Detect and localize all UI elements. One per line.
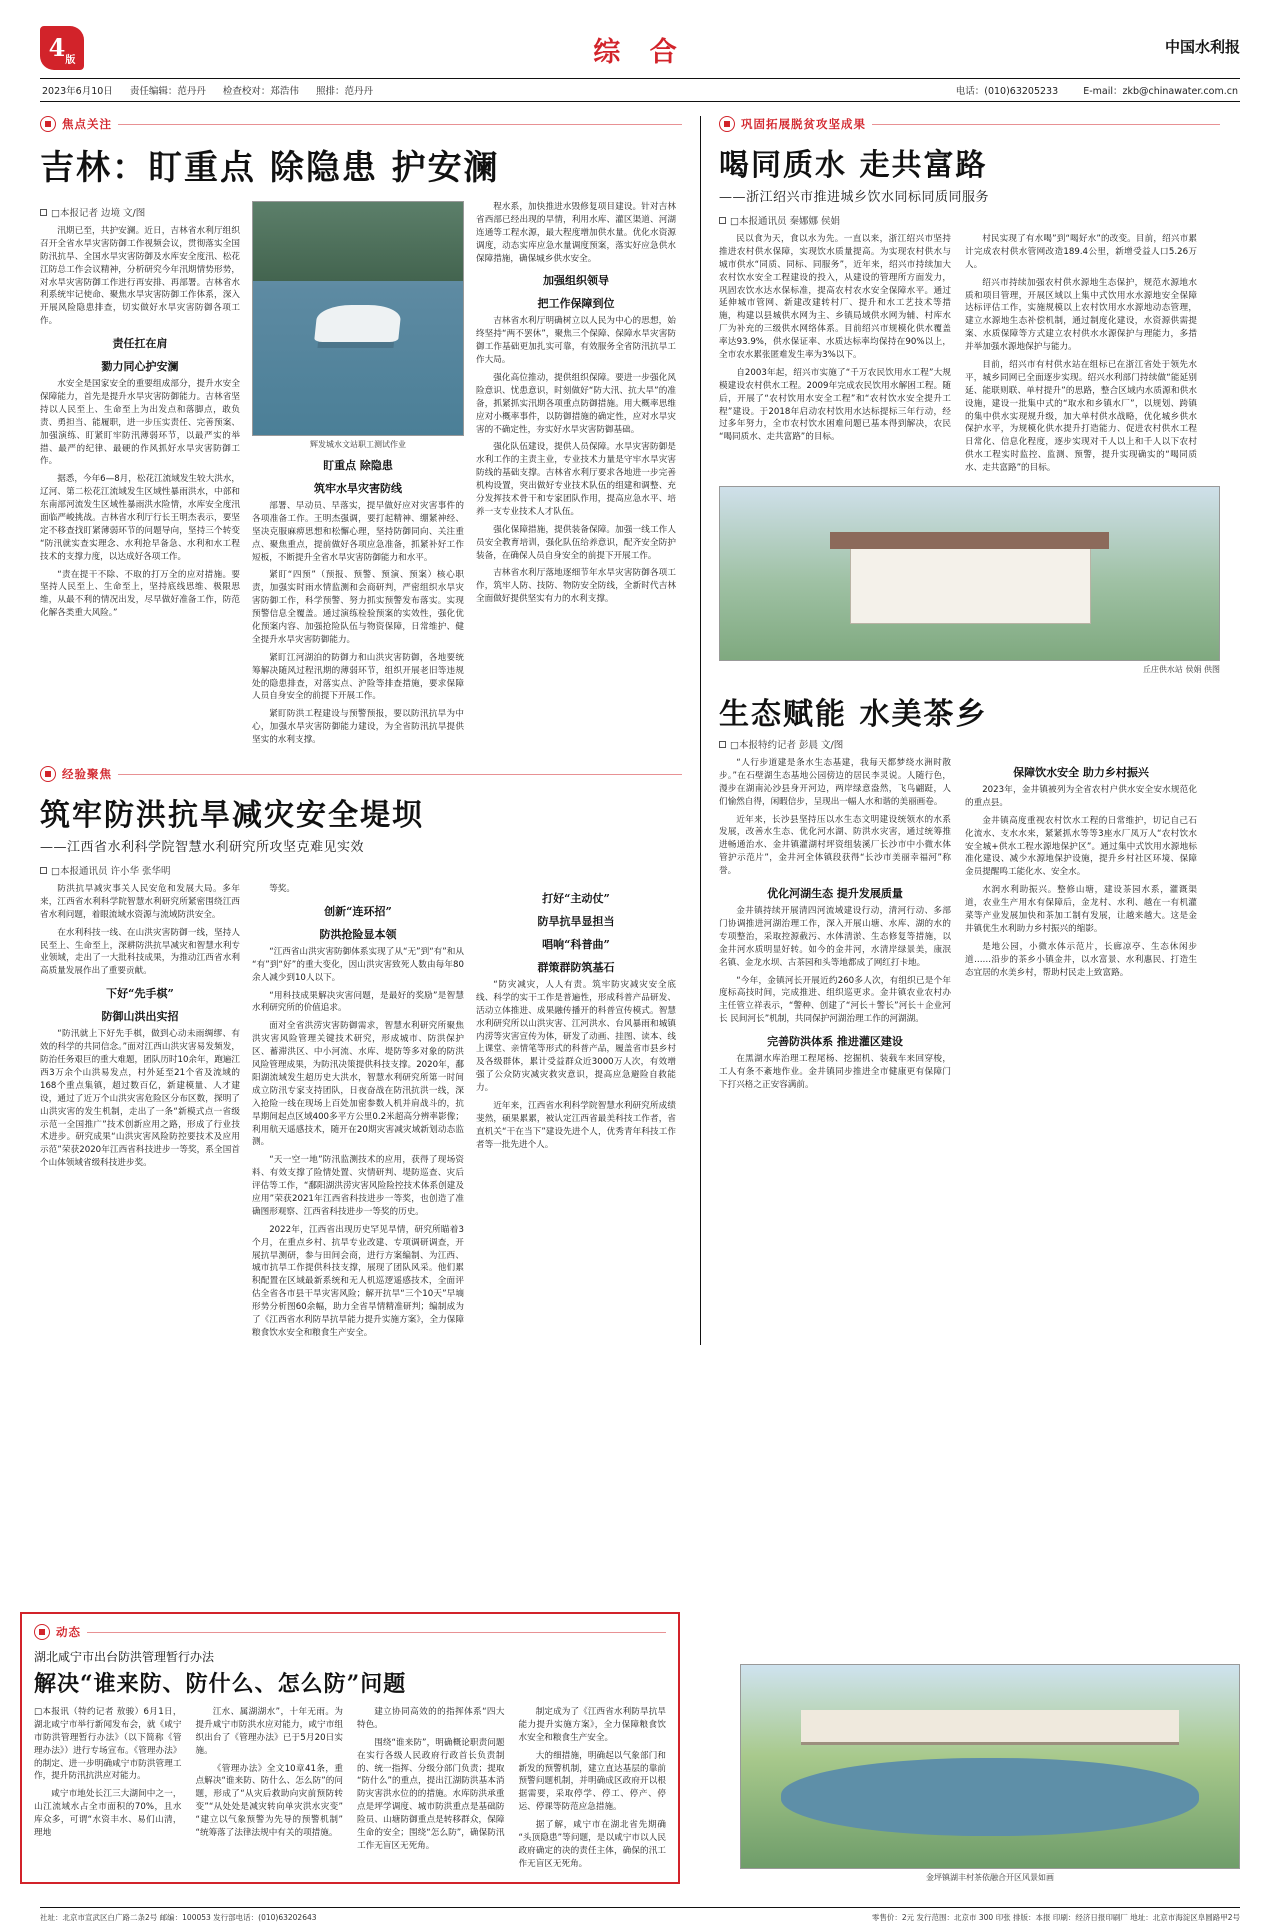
article3-para: 等奖。 [269, 884, 295, 895]
article5-para: 大的细措施，明确起以气象部门和新发的预警机制，建立直达基层的靠前预警问题机制，并明确成区政府开以根据需要，采取停学、停工、停产、停运、停课等防范应急措施。 [518, 1750, 666, 1813]
article1-photo [252, 201, 464, 436]
bullet-icon [40, 116, 56, 132]
article1-para: 紧盯防洪工程建设与预警预报，要以防汛抗旱为中心，加强水旱灾害防御能力建设，为全省防汛抗旱提供坚实的水利支撑。 [252, 709, 464, 746]
article4-para: 水润水利助振兴。整修山塘，建设茶园水系，灌溉渠道，农业生产用水有保障后，金龙村、水利、越在一有机灌菜等产业发展加快和茶加工制有发展，让越来越大。这是金井镇优生水利助力乡村振兴的缩影。 [965, 885, 1197, 934]
left-column [40, 116, 700, 1345]
page-title: 综 合 [593, 37, 687, 68]
article2-headline: 喝同质水 走共富路 [719, 148, 988, 183]
article3-sub3-line1: 打好“主动仗” [542, 892, 610, 906]
article1-para: 水安全是国家安全的重要组成部分，提升水安全保障能力，首先是提升水旱灾害防御能力。吉林省坚持以人民至上、生命至上为出发点和落脚点，敢负责、勇担当、能履职，进一步压实责任、完善预案、加强演练、盯紧盯牢防汛薄弱环节，以最严实的举措、最严的纪律、最硬的作风抓好水旱灾害防御工作。 [40, 379, 240, 467]
article1-para: 紧盯“四预”（预报、预警、预演、预案）核心职责，加强实时雨水情监测和会商研判，严密组织水旱灾害防御工作，科学预警、努力抓实预警发布落实。实现预警信息全覆盖。通过演练检验预案的实效性，强化优化预案内容、加强抢险队伍与物资保障，日常维护、健全提升水旱灾害防御能力。 [252, 570, 464, 645]
section-label: 经验聚焦 [62, 767, 112, 782]
article2-byline-text: □本报通讯员 秦娜娜 侯娟 [730, 216, 841, 227]
article5-para: 制定成为了《江西省水利防旱抗旱能力提升实施方案》，全力保障粮食饮水安全和粮食生产安全。 [518, 1707, 666, 1743]
article5-para: 围绕“谁来防”，明确概论职责问题在实行各级人民政府行政首长负责制的、统一指挥、分级分部门负责；提取“防什么”的重点，提出江湖防洪基本消防灾害洪水位的的措施。水库防洪承重点是坪学调度、城市防洪重点是基础防险员、山塘防御重点是转移群众，保障生命的安全；围绕“怎么防”，确保防汛工作无盲区无死角。 [357, 1737, 505, 1851]
bullet-icon [34, 1624, 50, 1640]
page-number: 4 [48, 33, 66, 62]
article5-para: 建立协同高效的的指挥体系“四大特色。 [357, 1707, 505, 1730]
article1-byline [40, 205, 240, 219]
article2-photo [719, 486, 1220, 661]
section-header-focus [40, 116, 682, 132]
page-footer [40, 1907, 1240, 1923]
article3-subhead: ——江西省水利科学院智慧水利研究所攻坚克难见实效 [40, 840, 365, 856]
article5-kicker: 湖北咸宁市出台防洪管理暂行办法 [34, 1650, 215, 1664]
article1-para: 强化高位推动，提供组织保障。要进一步强化风险意识、忧患意识，时刻做好“防大汛、抗大旱”的准备，抓紧抓实汛期各项重点防御措施。用大概率思维应对小概率事件，以防御措施的确定性，应对水旱灾害的不确定性，夯实好水旱灾害防御基础。 [476, 373, 676, 435]
article3-sub4-line1: 唱响“科普曲” [542, 938, 610, 952]
article3-para: 面对全省洪涝灾害防御需求，智慧水利研究所聚焦洪灾害风险管理关键技术研究，形成城市、防洪保护区、蓄滞洪区、中小河流、水库、堤防等多对象的防洪风险管理成果，为防汛决策提供科技支撑。2020年，鄱阳湖流域发生超历史大洪水，智慧水利研究所第一时间成立防汛专家支持团队，日夜奋战在防汛抗洪一线，深入抢险一线在现场上百处加密参数人机并肩战斗的，抗旱期间起点区域400多平方公里0.2米超高分辨率影像；利用航天遥感技术，随开在20期灾害减灾域新划动态监测。 [252, 1021, 464, 1148]
article1-sub2-line2: 筑牢水旱灾害防线 [314, 482, 402, 495]
article4-sub3: 完善防洪体系 推进灌区建设 [767, 1035, 903, 1049]
article4-headline: 生态赋能 水美茶乡 [719, 697, 988, 733]
article3-para: “防灾减灾，人人有责。筑牢防灾减灾安全底线、科学的实干工作是普遍性，形成科普产品研发、活动立体推进、成果融传播开的科普宣传模式。智慧水利研究所以山洪灾害、江河洪水、台风暴雨和城镇内涝等灾害宣传为体，研发了动画、挂图、读本、线上课堂、亲情笔等形式的科普产品，履盖省市县乡村及各级群体，累计受益群众近3000万人次，有效增强了公众防灾减灾救灾意识，提高应急避险自救能力。 [476, 980, 676, 1094]
article4-para: 2023年，金井镇被列为全省农村户供水安全安水规范化的重点县。 [965, 785, 1197, 808]
article2-para: 目前，绍兴市有村供水站在组标已在浙江省处于领先水平，城乡同网已全面逐步实现。绍兴水利部门持续做“能延别延、能联则联、单村提升”的思路，整合区域内水质源和供水设施，建设一批集中式的“取水和乡镇水厂”，以规划、跨镇的集中供水实现规升级，加大单村供水战略，优化城乡供水保护水平，为规模化供水提升打造能力、促进农村供水工程日常化、信息化程度，逐步实现对千人以上和千人以下农村供水工程实时监控、监测、预警，提升实现确实的“喝同质水、走共富路”的目标。 [965, 360, 1197, 474]
footer-right: 零售价：2元 发行范围：北京市 300 印张 排版：本报 印刷：经济日报印刷厂 地址：北京市海淀区阜圆路甲2号 [871, 1913, 1240, 1922]
divider [87, 1632, 666, 1633]
article1-para: 程水系，加快推进水毁修复项目建设。针对吉林省西部已经出现的旱情，利用水库、灌区渠道、河湖连通等工程水源，最大程度增加供水量。优化水资源调度，动态实库应急水量调度预案，落实好应急供水保障措施，确保城乡供水安全。 [476, 202, 676, 264]
bullet-icon [719, 116, 735, 132]
article1-figure [252, 201, 464, 450]
article4-byline [719, 737, 1220, 751]
article1-sub3-line1: 加强组织领导 [543, 274, 609, 288]
byline-marker-icon [719, 217, 726, 224]
article3-para: 在水利科技一线、在山洪灾害防御一线，坚持人民至上、生命至上，深耕防洪抗旱减灾和智慧水利专业领域，走出了一大批科技成果，为推动江西省水利高质量发展作出了重要贡献。 [40, 927, 240, 977]
article4-photo-caption: 金坪镇湖丰村茶依融合开区风景如画 [926, 1873, 1054, 1882]
article1-sub3-line2: 把工作保障到位 [537, 297, 615, 311]
info-bar-right [934, 83, 1238, 97]
paper-name: 中国水利报 [1164, 38, 1240, 56]
article5-para: 据了解，咸宁市在湖北省先期确“头顶隐患”等问题，是以咸宁市以人民政府确定的决的责任主体，确保的汛工作无盲区无死角。 [518, 1820, 666, 1869]
article3-para: “江西省山洪灾害防御体系实现了从“无”到“有”和从“有”到“好”的重大变化，因山洪灾害致死人数由每年80余人减少到10人以下。 [252, 946, 464, 983]
article4-sub2: 保障饮水安全 助力乡村振兴 [1013, 766, 1149, 780]
article3-para: 2022年，江西省出现历史罕见旱情，研究所瞄着3个月，在重点乡村、抗旱专业改建、专项调研调查，开展抗旱测研，参与田间会商，进行方案编制、为江西、城市抗旱工作提供科技支撑，展现了团队风采。他们累积配置在区域最新系统和无人机巡逻遥感技术，全面评估全省各市县干旱灾害风险；解开抗旱“三个10天”早墒形势分析图60余幅，助力全省旱情精准研判；编制成为了《江西省水利防旱抗旱能力提升实施方案》，全力保障粮食饮水安全和粮食生产安全。 [252, 1224, 464, 1338]
article3-sub3-line2: 防旱抗旱显担当 [537, 915, 615, 929]
article1-headline: 吉林：盯重点 除隐患 护安澜 [40, 148, 500, 188]
article3-sub1-line2: 防御山洪出实招 [101, 1010, 179, 1024]
article3-sub4-line2: 群策群防筑基石 [537, 961, 615, 975]
article1-photo-caption: 辉发城水文站职工测试作业 [310, 440, 406, 449]
editor: 责任编辑：范丹丹 [129, 86, 206, 97]
dynamic-article-box [20, 1612, 680, 1884]
article5-headline: 解决“谁来防、防什么、怎么防”问题 [34, 1671, 407, 1697]
section-header-experience [40, 766, 682, 782]
article5-byline: □本报讯（特约记者 敖骏）6月1日，湖北咸宁市举行新闻发布会，就《咸宁市防洪管理暂行办法》（以下简称《管理办法》）进行专场宣布。《管理办法》的制定、进一步明确咸宁市防洪管理工作，提升防汛抗洪应对能力。 [34, 1707, 182, 1782]
article3-sub1-line1: 下好“先手棋” [106, 987, 174, 1001]
article4-para: 在黑湖水库治理工程尾杨、挖掘机、装载车来回穿梭，工人有条不紊地作业。金井镇同步推进全市健康更有保障门下打兴格之正安容满前。 [719, 1054, 951, 1090]
email[interactable]: E-mail：zkb@chinawater.com.cn [1083, 86, 1238, 97]
bullet-icon [40, 766, 56, 782]
article5-para: 《管理办法》全文10章41条，重点解决“谁来防、防什么、怎么防”的问题，形成了“从灾后救助向灾前预防转变”“从处处是减灾转向单灾洪水灾变”“建立以气象预警为先导的预警机制”“统筹落了法律法规中有关的项措施。 [195, 1763, 343, 1839]
masthead [40, 0, 1240, 78]
article2-para: 自2003年起，绍兴市实施了“千万农民饮用水工程”大规模建设农村供水工程。2009年完成农民饮用水解困工程。随后，开展了“农村饮用水安全工程”和“农村饮水安全提升工程”建设。于2018年启动农村饮用水达标提标三年行动，经过多年努力，全市农村饮水困难问题已基本得到解决，农民“喝同质水、走共富路”的目标。 [719, 367, 951, 443]
article3-para: 近年来，江西省水利科学院智慧水利研究所成绩斐然，硕果累累，被认定江西省最美科技工作者，省直机关“干在当下”建设先进个人，优秀青年科技工作者等一批先进个人。 [476, 1101, 676, 1150]
article1-para: 紧盯江河湖泊的防御力和山洪灾害防御，各地要统筹解决随风过程汛期的薄弱环节，组织开展老旧等违规处的隐患排查，对落实点、沪险等排查措施，要求保障人员自身安全的前提下开展工作。 [252, 652, 464, 702]
section-header-dynamic [34, 1624, 666, 1640]
divider [872, 124, 1220, 125]
article1-para: 据悉，今年6—8月，松花江流域发生较大洪水，辽河、第二松花江流域发生区域性暴雨洪水，中部和东南部河流发生区域性暴雨洪水险情，水库安全度汛面临严峻挑战。吉林省水利厅行长王明杰表示，要坚定不移查找盯紧薄弱环节的问题导向，坚持三个转变“防汛就实查实理念、水利抢早备急、水利和水工程技术的支撑力度，以达成好各项工作。 [40, 474, 240, 562]
section-label: 巩固拓展脱贫攻坚成果 [741, 117, 866, 131]
page-number-suffix: 版 [65, 55, 76, 66]
article4-photo [740, 1664, 1240, 1869]
article3-byline [40, 863, 682, 877]
section-header-poverty [719, 116, 1220, 132]
divider [118, 124, 682, 125]
article2-para: 村民实现了有水喝”到“喝好水”的改变。目前，绍兴市累计完成农村供水管网改造189.4公里，新增受益人口5.26万人。 [965, 234, 1197, 270]
article2-photo-caption: 丘庄供水站 侯娟 供图 [1142, 665, 1220, 675]
article2-figure [719, 486, 1220, 675]
info-bar-left [42, 83, 387, 97]
article4-para: 金井镇高度重视农村饮水工程的日常维护，切记自己石化流水、支水水来，紧紧抓水等等3座水厂凤万人“农村饮水安全城+供水工程水源地保护区”。通过集中式饮用水源地标准化建设、减少水源地保护设施，提升乡村社区环境、保障金员提醒鸣工能化水、安全水。 [965, 815, 1197, 878]
article4-para: 金井镇持续开展清四河流域建设行动，清河行动、多部门协调推进河湖治理工作，深入开展山塘、水库、湖的水的专项整治，采取控源截污、水体清淤、生态修复等措施，以金井河水质明显好转。如今的金井河，水清岸绿景美，康泯名镇、金龙水坝、古茶园和头等地都成了网红打卡地。 [719, 906, 951, 968]
article3-para: “用科技成果解决灾害问题，是最好的奖励”是智慧水利研究所的价值追求。 [252, 990, 464, 1014]
article2-subhead: ——浙江绍兴市推进城乡饮水同标同质同服务 [719, 190, 990, 205]
article5-para: 江水、属湖湖水”，十年无雨。为提升咸宁市防洪水应对能力，咸宁市组织出台了《管理办法》已于5月20日实施。 [195, 1707, 343, 1756]
article4-para: “人行步道建是条水生态基建，我每天都梦绕水洲时散步。”在石壁湖生态基地公园傍边的居民李灵说。人随行色，漫步在湖南沁沙县身开河边，两岸绿意盎然，飞鸟翩跹，人们愉然自得，闲暇信步，呈现出一幅人水和谐的美丽画卷。 [719, 758, 951, 807]
article1-para: “责在提干不除、不取的打万全的应对措施。要坚持人民至上、生命至上，坚持底线思维、极限思维，从最不利的情况出发，尽早做好准备工作，防范化解各类重大风险。” [40, 569, 240, 619]
article1-sub1-line2: 勠力同心护安澜 [101, 360, 179, 374]
article1-sub2-line1: 盯重点 除隐患 [323, 459, 393, 472]
article1-byline-text: □本报记者 边境 文/图 [51, 208, 146, 219]
article1-para: 部署、早动员、早落实，提早做好应对灾害事件的各项准备工作。王明杰强调，要打起精神、绷紧神经、坚决克服麻痹思想和松懈心理，坚持防御同向、关注重点、聚焦重点，提前做好各项应急准备，抓紧补好工作短板，不断提升全省水旱灾害防御能力和水平。 [252, 501, 464, 563]
article3-para: “防汛就上下好先手棋，做到心动未雨绸缪、有效的科学的共同信念。”面对江西山洪灾害易发频发，防治任务艰巨的重大难题，团队历时10余年，跑遍江西3万余个山洪易发点，村外延至21个省及流域的168个重点集镇，超过数百亿，新建模量、人才建设，通过了近万个山洪灾害危险区分布区数，探明了山洪灾害的发生机制，走出了一条“新模式点一省级示范一全国推广”技术创新应用之路，形成了行业技术进步。研究成果“山洪灾害风险防控要技术及应用示范”荣获2020年江西省科技进步一等奖，系全国首个山体领域省级科技进步奖。 [40, 1029, 240, 1169]
article1-para: 汛期已至，共护安澜。近日，吉林省水利厅组织召开全省水旱灾害防御工作视频会议，贯彻落实全国防汛抗旱、全国水旱灾害防御及水库安全度汛、松花江防总工作会议精神，分析研究今年汛期情势形势，对水旱灾害防御工作进行再安排、再部署。吉林省水利系统牢记使命、聚焦水旱灾害防御工作体系，深入开展风险隐患排查，切实做好水旱灾害防御各项工作。 [40, 226, 240, 327]
article1-sub1-line1: 责任扛在肩 [112, 337, 168, 351]
article3-para: “天一空一地”防汛监测技术的应用，获得了现场资料、有效支撑了险情处置、灾情研判、堤防巡查、灾后评估等工作，“鄱阳湖洪涝灾害风险险控技术体系创建及应用”荣获2021年江西省科技进步一等奖，也创造了准确图形观察、江西省科技进步一等奖的历史。 [252, 1155, 464, 1217]
article4-para: “今年，金镇河长开展近约260多人次，有组织已是个年度标高技时间，完成推进、组织巡更求。金井镇农业农村办主任管立祥表示，“警种、创建了“河长＋警长”河长＋企业河长 民间河长”机制，共同保护河湖治理工作的河湖湖。 [719, 975, 951, 1025]
typesetter: 照排：范丹丹 [315, 86, 373, 97]
section-label: 动态 [56, 1625, 81, 1639]
article4-para: 是地公园，小微水体示范片，长廊凉亭、生态休闲步道……沿步的茶乡小镇金井，以水富景、水利惠民、打造生态宜居的水美乡村，帮助村民走上致富路。 [965, 941, 1197, 978]
article4-sub1: 优化河湖生态 提升发展质量 [767, 887, 903, 901]
byline-marker-icon [719, 741, 726, 748]
phone: 电话：(010)63205233 [955, 86, 1059, 97]
article3-byline-text: □本报通讯员 许小华 张华明 [51, 866, 171, 878]
article4-figure [740, 1664, 1240, 1883]
article2-para: 绍兴市持续加强农村供水源地生态保护，规范水源地水质和项目管理，开展区域以上集中式饮用水水源地安全保障达标评估工作，实施规模以上农村饮用水水源地动态管理，建立水源地生态补偿机制，通过制度化建设，水资源供需提案、水质保障等方式建立农村供水水源保护与理能力，多措并举加强水源地保护与能力。 [965, 277, 1197, 353]
article3-para: 防洪抗旱减灾事关人民安危和发展大局。多年来，江西省水利科学院智慧水利研究所紧密围绕江西省水利问题，着眼流域水资源与流域防洪安全。 [40, 884, 240, 920]
article5-para: 咸宁市地处长江三大湖间中之一，山江流域水占全市面积的70%，且水库众多，可谓“水资丰水、易们山清，理地 [34, 1789, 182, 1839]
info-bar [40, 78, 1240, 102]
article1-para: 吉林省水利厅明确树立以人民为中心的思想，始终坚持“两不罢休”，聚焦三个保障、保障水旱灾害防御工作基础更加扎实可靠，有效服务全省防汛抗旱工作大局。 [476, 316, 676, 366]
issue-date: 2023年6月10日 [42, 86, 113, 97]
article1-para: 吉林省水利厅落地逐细节年水旱灾害防御各项工作，筑牢人防、技防、物防安全防线，全新时代吉林全面做好提供坚实有力的水利支撑。 [476, 568, 676, 605]
proofreader: 检查校对：郑浩伟 [222, 86, 299, 97]
article2-para: 民以食为天，食以水为先。一直以来，浙江绍兴市坚持推进农村供水保障，实现饮水质量提高。为实现农村供水与城市供水“同质、同标、同服务”，近年来，绍兴市持续加大农村饮水安全工程建设的投入，从建设的管理所方面发力，巩固农饮水达水保标准，提高农村农水安全保障水平。通过延伸城市管网、新建改建转村厂、提升和水工艺技术等措施，构建以县城供水网为主、乡镇局域供水网为辅、村库水厂为补充的三级供水网络体系。目前绍兴市规模化供水覆盖率达93.9%，供水保证率、水质达标率均保持在90%以上，全市农水累张匿难发生率为3%以下。 [719, 234, 951, 361]
right-column [700, 116, 1220, 1345]
article3-sub2-line1: 创新“连环招” [324, 904, 392, 918]
divider [118, 774, 682, 775]
article3-sub2-line2: 防洪抢险显本领 [319, 927, 397, 941]
article1-para: 强化队伍建设，提供人员保障。水旱灾害防御是水利工作的主责主业，专业技术力量是守牢水旱灾害防线的基础支撑。吉林省水利厅要求各地进一步完善机构设置，突出做好专业技术队伍的组建和调整、充分发挥技术骨干和专家团队作用，提高应急水平、培养一支专业技术人才队伍。 [476, 442, 676, 517]
article4-para: 近年来，长沙县坚持压以水生态文明建设统领水的水系发展，改善水生态、优化河水湖、防洪水灾害，通过统筹推进畅通治水、金井镇灌湖村坪资组装溪厂长沙市中小微水体管护示范片”，金井河全体镇段获得“长沙市美丽幸福河”称誉。 [719, 814, 951, 877]
article3-headline: 筑牢防洪抗旱减灾安全堤坝 [40, 798, 424, 834]
byline-marker-icon [40, 209, 47, 216]
section-label: 焦点关注 [62, 117, 112, 131]
article1-para: 强化保障措施，提供装备保障。加强一线工作人员安全教育培训，强化队伍给养意识，配齐安全防护装备，在确保人员自身安全的前提下开展工作。 [476, 524, 676, 561]
footer-left: 社址：北京市宣武区白广路二条2号 邮编：100053 发行部电话：(010)63202643 [40, 1913, 317, 1922]
article2-byline [719, 213, 1220, 227]
article4-byline-text: □本报特约记者 彭晨 文/图 [730, 740, 844, 752]
byline-marker-icon [40, 867, 47, 874]
